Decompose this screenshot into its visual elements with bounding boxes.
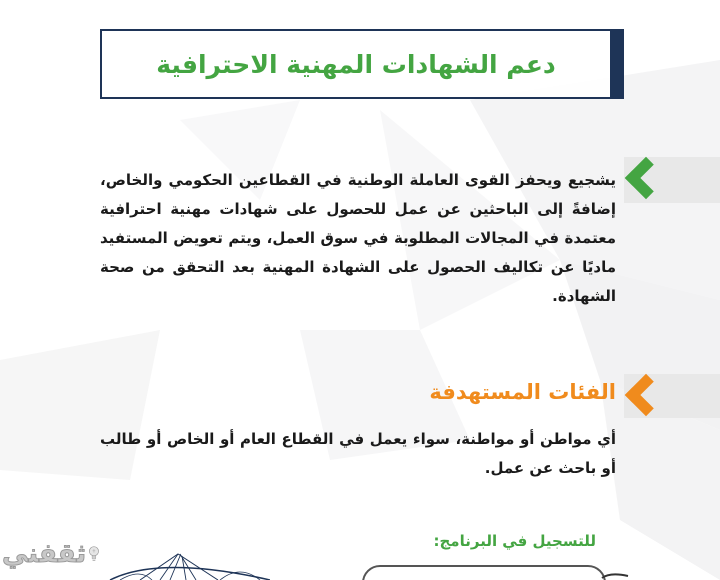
target-groups-body: أي مواطن أو مواطنة، سواء يعمل في القطاع العام أو الخاص أو طالب أو باحث عن عمل. — [100, 430, 616, 477]
title-banner — [100, 29, 624, 99]
registration-button[interactable] — [362, 565, 606, 580]
building-illustration — [100, 550, 270, 580]
site-watermark — [2, 532, 100, 576]
arrow-icon — [600, 572, 630, 580]
page-title: دعم الشهادات المهنية الاحترافية — [156, 49, 556, 79]
registration-label: للتسجيل في البرنامج: — [433, 532, 596, 550]
intro-paragraph: يشجيع ويحفز القوى العاملة الوطنية في القطاعين الحكومي والخاص، إضافةً إلى الباحثين عن عمل للحصول على شهادات مهنية احترافية معتمدة في المجالات المطلوبة في سوق العمل، ويتم تعويض المستفيد ماديًا عن تكاليف الحصول على الشهادة المهنية بعد التحقق من صحة الشهادة. — [100, 171, 616, 305]
target-groups-heading: الفئات المستهدفة — [429, 380, 616, 404]
lightbulb-icon — [88, 535, 100, 573]
watermark-text: ثقفني — [2, 539, 87, 569]
